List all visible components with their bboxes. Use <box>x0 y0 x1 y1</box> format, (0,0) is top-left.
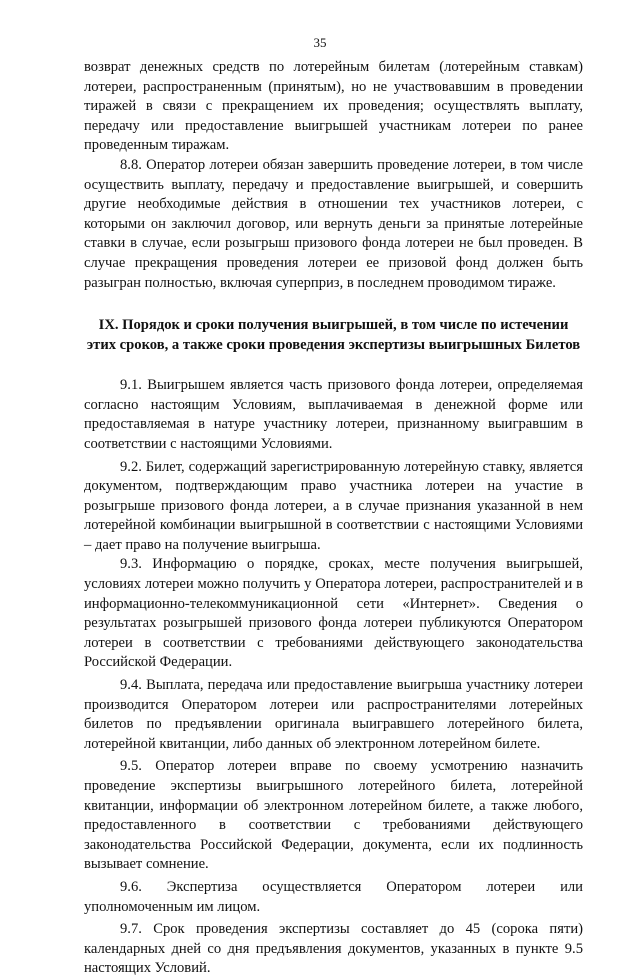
document-body <box>84 58 583 979</box>
page-number: 35 <box>313 35 327 50</box>
paragraph-9-7: 9.7. Срок проведения экспертизы составляет до 45 (сорока пяти) календарных дней со дня предъявления документов, указанных в пункте 9.5 настоящих Условий. <box>84 921 583 977</box>
paragraph-continuation: возврат денежных средств по лотерейным билетам (лотерейным ставкам) лотереи, распространенным (принятым), но не участвовавшим в проведении тиражей в связи с прекращением их проведения; осуществлять выплату, передачу или предоставление выигрышей участникам лотереи по ранее проведенным тиражам. <box>84 59 583 154</box>
paragraph-9-2: 9.2. Билет, содержащий зарегистрированную лотерейную ставку, является документом, подтверждающим право участника лотереи на участие в розыгрыше призового фонда лотереи, а в случае признания указанной в нем лотерейной комбинации выигрышной в соответствии с настоящими Условиями – дает право на получение выигрыша. <box>84 458 583 553</box>
paragraph-9-6: 9.6. Экспертиза осуществляется Оператором лотереи или уполномоченным им лицом. <box>84 878 583 915</box>
paragraph-9-1: 9.1. Выигрышем является часть призового фонда лотереи, определяемая согласно настоящим Условиям, выплачиваемая в денежной форме или предоставляемая в натуре участнику лотереи, признанному выигравшим в соответствии с настоящими Условиями. <box>84 377 583 452</box>
paragraph-8-8: 8.8. Оператор лотереи обязан завершить проведение лотереи, в том числе осуществить выплату, передачу и предоставление выигрышей, и совершить другие необходимые действия в отношении тех участников лотереи, с которыми он заключил договор, или вернуть деньги за принятые лотерейные ставки в случае, если розыгрыш призового фонда лотереи не был проведен. В случае прекращения проведения лотереи ее призовой фонд должен быть разыгран полностью, включая суперприз, в последнем проводимом тираже. <box>84 156 583 291</box>
section-title: IX. Порядок и сроки получения выигрышей, в том числе по истечении этих сроков, а также сроки проведения экспертизы выигрышных Билетов <box>86 317 581 354</box>
paragraph-9-5: 9.5. Оператор лотереи вправе по своему усмотрению назначить проведение экспертизы выигрышного лотерейного билета, лотерейной квитанции, информации об электронном лотерейном билете, а также любого, предоставленного в соответствии с требованиями действующего законодательства Российской Федерации, документа, если их подлинность вызывает сомнение. <box>84 758 583 873</box>
paragraph-9-4: 9.4. Выплата, передача или предоставление выигрыша участнику лотереи производится Оператором лотереи или распространителями лотерейных билетов по предъявлении оригинала выигравшего лотерейного билета, лотерейной квитанции, либо данных об электронном лотерейном билете. <box>84 677 583 752</box>
paragraph-9-3: 9.3. Информацию о порядке, сроках, месте получения выигрышей, условиях лотереи можно получить у Оператора лотереи, распространителей и в информационно-телекоммуникационной сети «Интернет». Сведения о результатах розыгрышей призового фонда лотереи публикуются Оператором лотереи в соответствии с требованиями действующего законодательства Российской Федерации. <box>84 556 583 671</box>
